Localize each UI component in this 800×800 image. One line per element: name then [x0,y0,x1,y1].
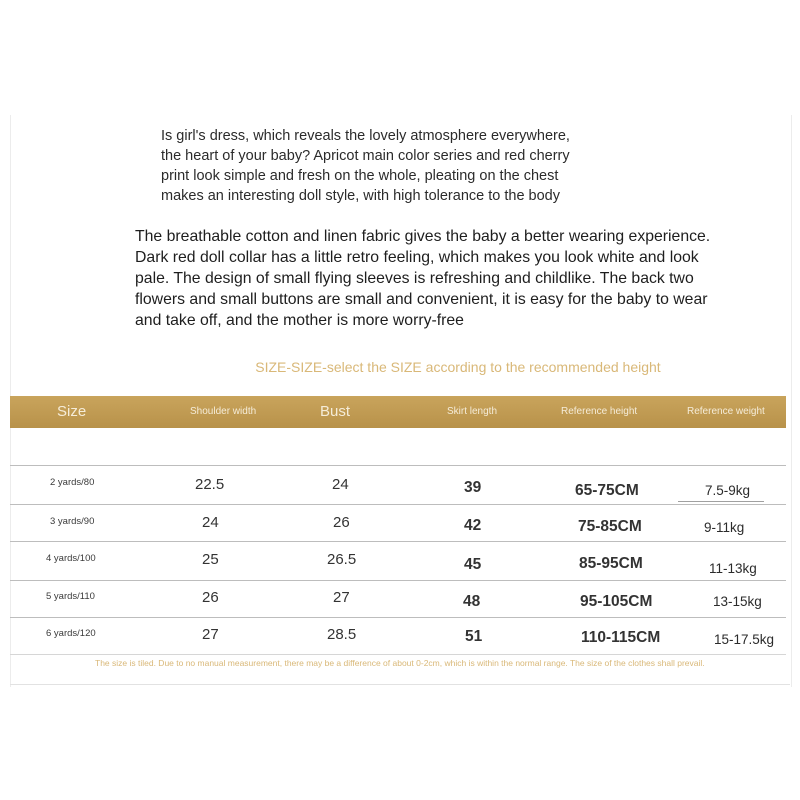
cell-shoulder: 27 [202,626,219,643]
weight-underline [678,501,764,502]
cell-height: 110-115CM [581,629,661,646]
description-paragraph [135,226,760,331]
header-reference-height: Reference height [561,406,638,417]
row-divider [10,580,786,581]
description-line: Dark red doll collar has a little retro feeling, which makes you look white and look [135,249,699,266]
intro-line: Is girl's dress, which reveals the lovely atmosphere everywhere, [161,128,570,144]
row-divider [10,504,786,505]
cell-size: 2 yards/80 [50,477,95,488]
cell-skirt: 48 [463,593,481,610]
cell-weight: 11-13kg [709,561,757,576]
cell-height: 95-105CM [580,593,653,610]
cell-shoulder: 22.5 [195,476,225,493]
description-line: pale. The design of small flying sleeves is refreshing and childlike. The back two [135,270,694,287]
cell-skirt: 45 [464,556,482,573]
header-reference-weight: Reference weight [687,406,765,417]
intro-line: print look simple and fresh on the whole, pleating on the chest [161,168,559,184]
intro-paragraph [161,126,631,206]
cell-size: 4 yards/100 [46,553,96,564]
cell-bust: 26 [333,514,350,531]
row-divider [10,541,786,542]
header-bust: Bust [320,403,351,420]
description-line: The breathable cotton and linen fabric gives the baby a better wearing experience. [135,228,711,245]
header-skirt-length: Skirt length [447,406,498,417]
cell-bust: 27 [333,589,350,606]
cell-height: 75-85CM [578,518,642,535]
row-divider [10,465,786,466]
cell-bust: 24 [332,476,349,493]
intro-line: the heart of your baby? Apricot main color series and red cherry [161,148,570,164]
description-line: and take off, and the mother is more worry-free [135,312,464,329]
size-table-header [10,396,786,428]
row-divider [10,617,786,618]
cell-size: 6 yards/120 [46,628,96,639]
size-footnote: The size is tiled. Due to no manual measurement, there may be a difference of about 0-2cm, which is within the normal range. The size of the clothes shall prevail. [95,658,705,668]
cell-bust: 28.5 [327,626,357,643]
cell-shoulder: 24 [202,514,219,531]
header-shoulder-width: Shoulder width [190,406,257,417]
intro-line: makes an interesting doll style, with high tolerance to the body [161,188,560,204]
cell-bust: 26.5 [327,551,357,568]
header-size: Size [57,403,87,420]
cell-height: 65-75CM [575,482,639,499]
cell-skirt: 51 [465,628,483,645]
bottom-divider [10,684,790,685]
cell-weight: 9-11kg [704,520,745,535]
cell-weight: 13-15kg [713,594,762,609]
cell-skirt: 42 [464,517,482,534]
cell-size: 3 yards/90 [50,516,95,527]
size-caption: SIZE-SIZE-select the SIZE according to the recommended height [255,359,661,375]
cell-size: 5 yards/110 [46,591,95,602]
cell-weight: 7.5-9kg [705,483,751,498]
description-line: flowers and small buttons are small and convenient, it is easy for the baby to wear [135,291,708,308]
row-divider [10,654,786,655]
cell-height: 85-95CM [579,555,643,572]
cell-shoulder: 25 [202,551,219,568]
cell-weight: 15-17.5kg [714,632,775,647]
cell-skirt: 39 [464,479,482,496]
cell-shoulder: 26 [202,589,219,606]
